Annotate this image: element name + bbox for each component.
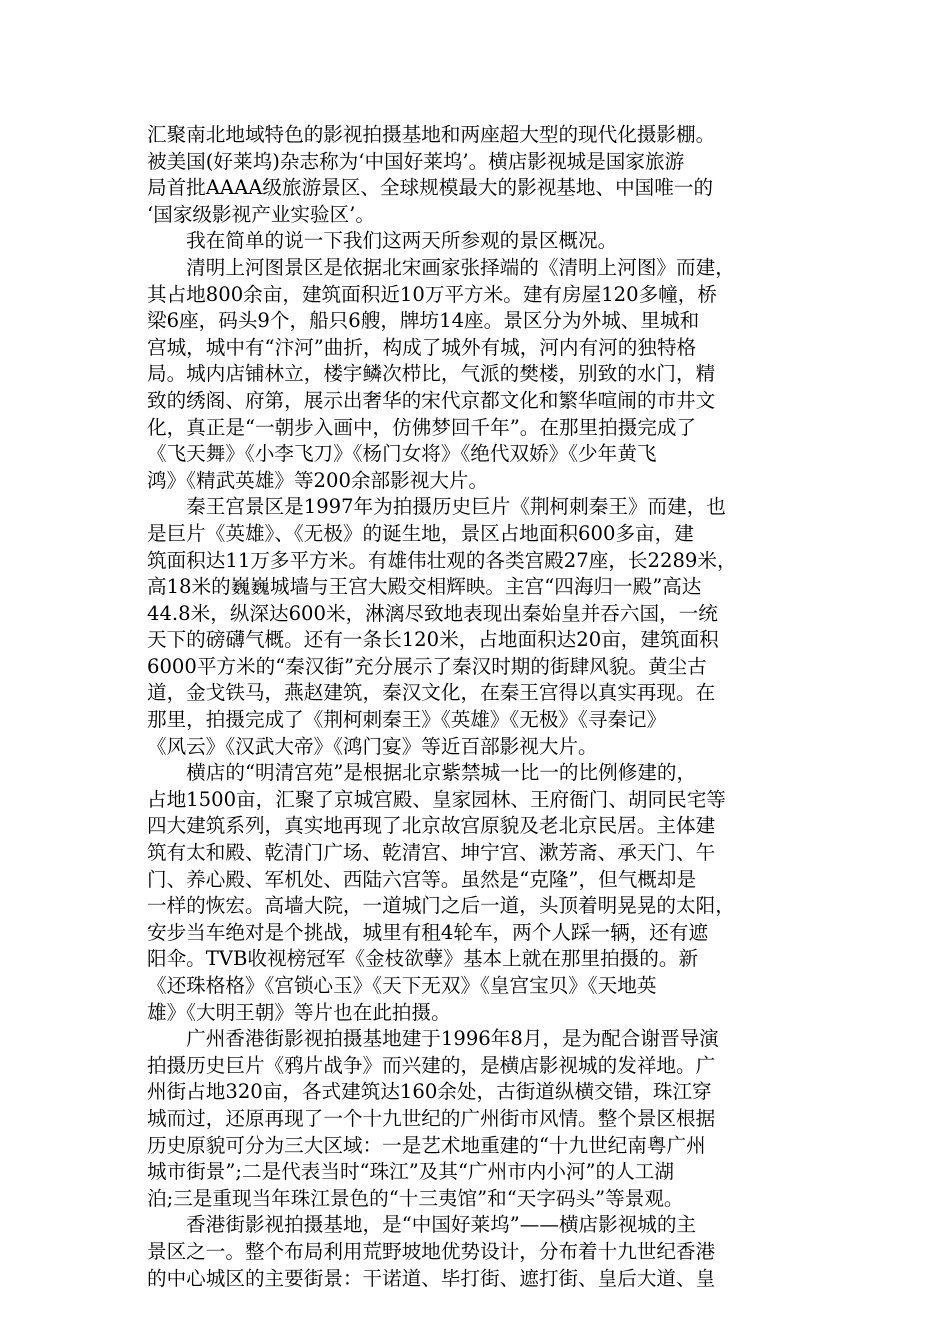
text-line: 化，真正是“一朝步入画中，仿佛梦回千年”。在那里拍摄完成了 bbox=[147, 415, 697, 439]
text-line: 局。城内店铺林立，楼宇鳞次栉比，气派的樊楼，别致的水门，精 bbox=[147, 362, 716, 386]
text-line: 秦王宫景区是1997年为拍摄历史巨片《荆柯刺秦王》而建，也 bbox=[147, 495, 726, 519]
text-line: 清明上河图景区是依据北宋画家张择端的《清明上河图》而建， bbox=[147, 255, 735, 279]
text-line: 被美国(好莱坞)杂志称为‘中国好莱坞’。横店影视城是国家旅游 bbox=[147, 149, 685, 173]
text-line: 《风云》《汉武大帝》《鸿门宴》等近百部影视大片。 bbox=[147, 734, 598, 758]
text-line: 安步当车绝对是个挑战，城里有租4轮车，两个人踩一辆，还有遮 bbox=[147, 920, 709, 944]
text-line: 44.8米，纵深达600米，淋漓尽致地表现出秦始皇并吞六国，一统 bbox=[147, 601, 718, 625]
text-line: 6000平方米的“秦汉街”充分展示了秦汉时期的街肆风貌。黄尘古 bbox=[147, 654, 707, 678]
text-line: 其占地800余亩，建筑面积近10万平方米。建有房屋120多幢，桥 bbox=[147, 282, 717, 306]
text-line: 《飞天舞》《小李飞刀》《杨门女将》《绝代双娇》《少年黄飞 bbox=[147, 442, 657, 466]
text-line: 致的绣阁、府第，展示出奢华的宋代京都文化和繁华喧闹的市井文 bbox=[147, 388, 716, 412]
text-line: 我在简单的说一下我们这两天所参观的景区概况。 bbox=[147, 229, 618, 253]
text-line: 梁6座，码头9个，船只6艘，牌坊14座。景区分为外城、里城和 bbox=[147, 309, 700, 333]
text-line: 鸿》《精武英雄》等200余部影视大片。 bbox=[147, 468, 489, 492]
text-line: 局首批AAAA级旅游景区、全球规模最大的影视基地、中国唯一的 bbox=[147, 176, 714, 200]
text-line: 景区之一。整个布局利用荒野坡地优势设计，分布着十九世纪香港 bbox=[147, 1239, 716, 1263]
text-line: 筑有太和殿、乾清门广场、乾清宫、坤宁宫、漱芳斋、承天门、午 bbox=[147, 841, 716, 865]
text-line: 筑面积达11万多平方米。有雄伟壮观的各类宫殿27座，长2289米， bbox=[147, 548, 737, 572]
text-line: 广州香港街影视拍摄基地建于1996年8月，是为配合谢晋导演 bbox=[147, 1027, 719, 1051]
text-line: 是巨片《英雄》、《无极》的诞生地，景区占地面积600多亩，建 bbox=[147, 521, 694, 545]
text-line: 州街占地320亩，各式建筑达160余处，古街道纵横交错，珠江穿 bbox=[147, 1080, 712, 1104]
text-line: 天下的磅礴气概。还有一条长120米，占地面积达20亩，建筑面积 bbox=[147, 628, 719, 652]
text-line: 占地1500亩，汇聚了京城宫殿、皇家园林、王府衙门、胡同民宅等 bbox=[147, 787, 726, 811]
text-line: 那里，拍摄完成了《荆柯刺秦王》《英雄》《无极》《寻秦记》 bbox=[147, 708, 667, 732]
text-line: 横店的“明清宫苑”是根据北京紫禁城一比一的比例修建的， bbox=[147, 761, 697, 785]
text-line: 香港街影视拍摄基地，是“中国好莱坞”——横店影视城的主 bbox=[147, 1213, 697, 1237]
text-line: 拍摄历史巨片《鸦片战争》而兴建的，是横店影视城的发祥地。广 bbox=[147, 1053, 716, 1077]
text-line: 《还珠格格》《宫锁心玉》《天下无双》《皇宫宝贝》《天地英 bbox=[147, 974, 657, 997]
text-line: 雄》《大明王朝》等片也在此拍摄。 bbox=[147, 1000, 451, 1024]
text-line: 高18米的巍巍城墙与王宫大殿交相辉映。主宫“四海归一殿”高达 bbox=[147, 575, 702, 599]
text-line: 泊;三是重现当年珠江景色的“十三夷馆”和“天字码头”等景观。 bbox=[147, 1186, 684, 1210]
text-line: 阳伞。TVB收视榜冠军《金枝欲孽》基本上就在那里拍摄的。新 bbox=[147, 947, 699, 971]
text-line: 宫城，城中有“汴河”曲折，构成了城外有城，河内有河的独特格 bbox=[147, 335, 697, 359]
text-line: 历史原貌可分为三大区域：一是艺术地重建的“十九世纪南粤广州 bbox=[147, 1133, 706, 1157]
text-line: 四大建筑系列，真实地再现了北京故宫原貌及老北京民居。主体建 bbox=[147, 814, 716, 838]
text-line: 城而过，还原再现了一个十九世纪的广州街市风情。整个景区根据 bbox=[147, 1106, 716, 1130]
text-line: ‘国家级影视产业实验区’。 bbox=[147, 202, 375, 226]
text-line: 道，金戈铁马，燕赵建筑，秦汉文化，在秦王宫得以真实再现。在 bbox=[147, 681, 716, 705]
text-line: 门、养心殿、军机处、西陆六宫等。虽然是“克隆”，但气概却是 bbox=[147, 867, 697, 891]
text-line: 的中心城区的主要街景：干诺道、毕打街、遮打街、皇后大道、皇 bbox=[147, 1266, 716, 1290]
document-body bbox=[147, 122, 807, 1292]
text-line: 城市街景”;二是代表当时“珠江”及其“广州市内小河”的人工湖 bbox=[147, 1160, 674, 1184]
text-line: 一样的恢宏。高墙大院，一道城门之后一道，头顶着明晃晃的太阳， bbox=[147, 894, 735, 918]
text-line: 汇聚南北地域特色的影视拍摄基地和两座超大型的现代化摄影棚。 bbox=[147, 123, 716, 146]
